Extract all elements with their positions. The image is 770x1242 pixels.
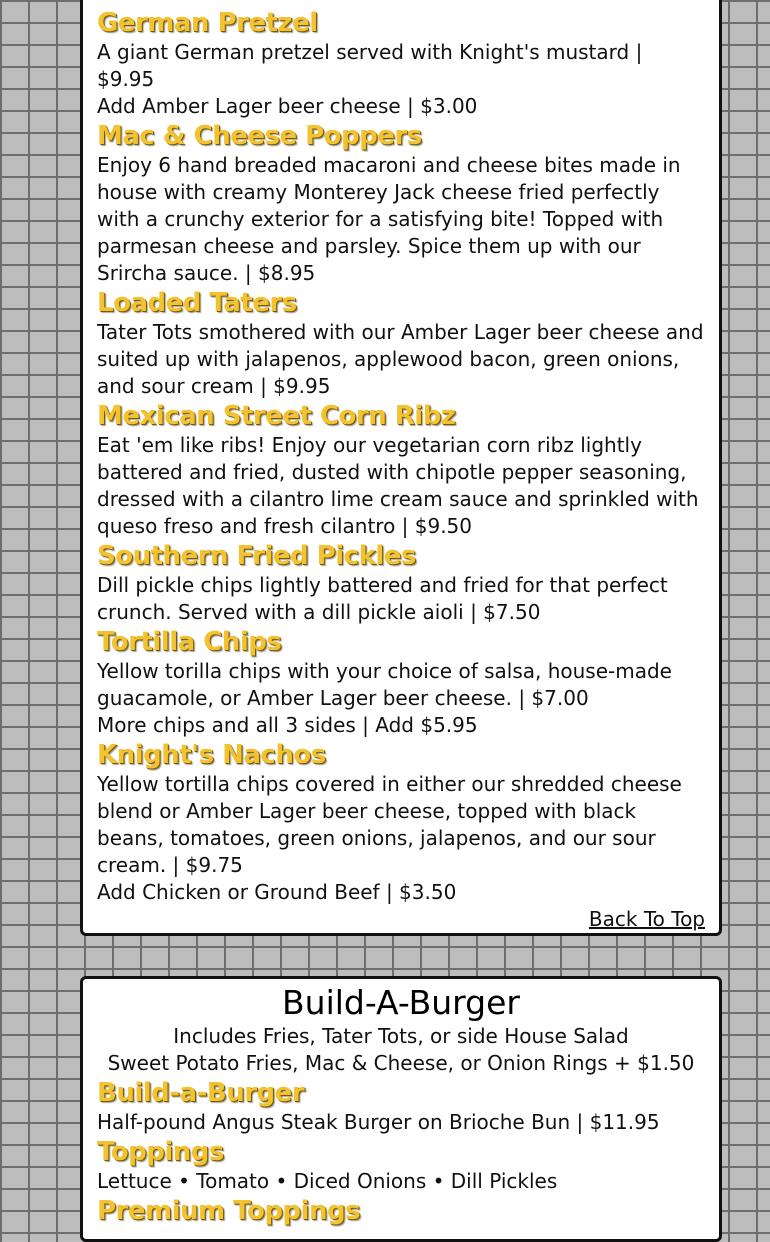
item-title-mac-cheese-poppers: Mac & Cheese Poppers	[97, 121, 422, 151]
item-note-tortilla-chips: More chips and all 3 sides | Add $5.95	[97, 713, 478, 737]
item-title-southern-fried-pickles: Southern Fried Pickles	[97, 541, 416, 571]
section-subtitle-sides: Includes Fries, Tater Tots, or side House Salad	[173, 1024, 629, 1048]
item-title-mexican-street-corn-ribz: Mexican Street Corn Ribz	[97, 401, 456, 431]
item-title-german-pretzel: German Pretzel	[97, 8, 318, 38]
item-desc-loaded-taters: Tater Tots smothered with our Amber Lager beer cheese and suited up with jalapenos, applewood bacon, green onions, and sour cream | $9.95	[97, 320, 704, 398]
item-desc-knights-nachos: Yellow tortilla chips covered in either our shredded cheese blend or Amber Lager beer cheese, topped with black beans, tomatoes, green onions, jalapenos, and our sour cream. | $9.75	[97, 772, 682, 877]
build-a-burger-panel	[80, 976, 722, 1242]
item-desc-german-pretzel: A giant German pretzel served with Knight's mustard | $9.95	[97, 40, 643, 91]
item-title-tortilla-chips: Tortilla Chips	[97, 627, 282, 657]
item-note-german-pretzel: Add Amber Lager beer cheese | $3.00	[97, 94, 478, 118]
panel-top-spacer	[97, 0, 705, 7]
item-title-loaded-taters: Loaded Taters	[97, 288, 297, 318]
appetizers-panel	[80, 0, 722, 936]
item-title-premium-toppings: Premium Toppings	[97, 1196, 361, 1226]
item-desc-toppings: Lettuce • Tomato • Diced Onions • Dill Pickles	[97, 1169, 558, 1193]
item-title-toppings: Toppings	[97, 1137, 224, 1167]
item-desc-mac-cheese-poppers: Enjoy 6 hand breaded macaroni and cheese bites made in house with creamy Monterey Jack cheese fried perfectly with a crunchy exterior for a satisfying bite! Topped with parmesan cheese and parsley. Spice them up with our Srircha sauce. | $8.95	[97, 153, 681, 285]
item-desc-southern-fried-pickles: Dill pickle chips lightly battered and fried for that perfect crunch. Served with a dill pickle aioli | $7.50	[97, 573, 668, 624]
item-note-knights-nachos: Add Chicken or Ground Beef | $3.50	[97, 880, 457, 904]
back-to-top-link[interactable]: Back To Top	[588, 907, 705, 931]
section-subtitle-upgrades: Sweet Potato Fries, Mac & Cheese, or Onion Rings + $1.50	[107, 1051, 695, 1075]
item-title-knights-nachos: Knight's Nachos	[97, 740, 326, 770]
item-desc-build-a-burger: Half-pound Angus Steak Burger on Brioche Bun | $11.95	[97, 1110, 660, 1134]
section-title: Build-A-Burger	[282, 983, 520, 1022]
item-desc-tortilla-chips: Yellow torilla chips with your choice of salsa, house-made guacamole, or Amber Lager beer cheese. | $7.00	[97, 659, 672, 710]
item-title-build-a-burger: Build-a-Burger	[97, 1078, 305, 1108]
item-desc-mexican-street-corn-ribz: Eat 'em like ribs! Enjoy our vegetarian corn ribz lightly battered and fried, dusted with chipotle pepper seasoning, dressed with a cilantro lime cream sauce and sprinkled with queso freso and fresh cilantro | $9.50	[97, 433, 699, 538]
